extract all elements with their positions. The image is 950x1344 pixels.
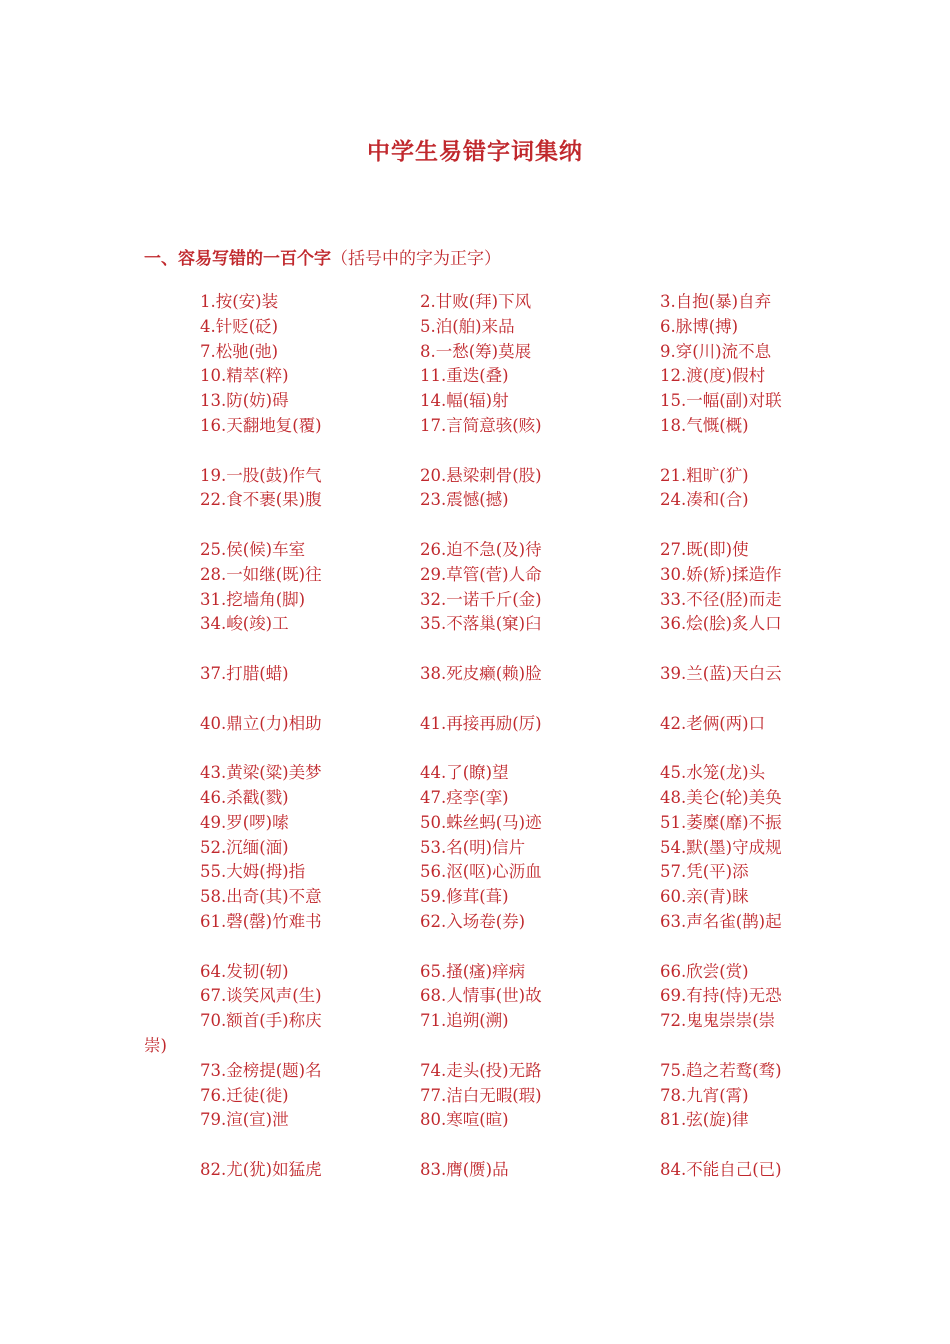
section-note: （括号中的字为正字） <box>331 249 501 269</box>
wrapped-text: 崇) <box>144 1035 167 1055</box>
word-entry: 20.悬梁刺骨(股) <box>420 465 542 485</box>
word-entry: 30.娇(矫)揉造作 <box>660 564 782 584</box>
word-entry: 50.蛛丝蚂(马)迹 <box>420 812 542 832</box>
word-entry: 28.一如继(既)往 <box>200 564 322 584</box>
word-entry: 49.罗(啰)嗦 <box>200 812 289 832</box>
word-entry: 10.精萃(粹) <box>200 366 289 386</box>
word-entry: 75.趋之若鹜(骛) <box>660 1060 782 1080</box>
word-entry: 3.自抱(暴)自弃 <box>660 292 772 311</box>
word-entry: 62.入场卷(券) <box>420 911 526 931</box>
word-entry: 14.幅(辐)射 <box>420 391 509 411</box>
word-entry: 34.峻(竣)工 <box>200 614 289 634</box>
word-entry: 61.磬(罄)竹难书 <box>200 911 322 931</box>
word-entry: 82.尤(犹)如猛虎 <box>200 1159 322 1179</box>
word-entry: 52.沉缅(湎) <box>200 837 289 857</box>
word-entry: 16.天翻地复(覆) <box>200 415 322 435</box>
word-entry: 57.凭(平)添 <box>660 862 749 882</box>
word-entry: 11.重迭(叠) <box>420 366 509 386</box>
word-entry: 74.走头(投)无路 <box>420 1060 542 1080</box>
word-entry: 53.名(明)信片 <box>420 837 526 857</box>
word-entry: 76.迁徒(徙) <box>200 1085 289 1105</box>
word-entry: 80.寒喧(暄) <box>420 1110 509 1130</box>
word-entry: 44.了(瞭)望 <box>420 763 509 783</box>
word-entry: 48.美仑(轮)美奂 <box>660 787 782 807</box>
word-entry: 25.侯(候)车室 <box>200 539 306 559</box>
word-entry: 13.防(妨)碍 <box>200 391 289 411</box>
word-entry: 21.粗旷(犷) <box>660 465 749 485</box>
word-entry: 37.打腊(蜡) <box>200 663 289 683</box>
word-entry: 31.挖墙角(脚) <box>200 589 306 609</box>
word-entry: 1.按(安)装 <box>200 292 279 311</box>
word-entry: 6.脉博(搏) <box>660 316 739 336</box>
word-entry: 73.金榜提(题)名 <box>200 1060 322 1080</box>
section-heading <box>144 244 501 269</box>
word-entry: 81.弦(旋)律 <box>660 1110 749 1130</box>
word-entry: 51.萎糜(靡)不振 <box>660 812 782 832</box>
word-entry: 29.草管(菅)人命 <box>420 564 542 584</box>
word-entry: 65.搔(瘙)痒病 <box>420 961 526 981</box>
word-entry: 63.声名雀(鹊)起 <box>660 911 782 931</box>
word-entry: 79.渲(宣)泄 <box>200 1110 289 1130</box>
word-entry: 26.迫不急(及)待 <box>420 539 542 559</box>
word-entry: 39.兰(蓝)天白云 <box>660 663 782 683</box>
word-entry: 19.一股(鼓)作气 <box>200 465 322 485</box>
word-entry: 46.杀戳(戮) <box>200 787 289 807</box>
word-entry: 27.既(即)使 <box>660 539 749 559</box>
word-entry: 72.鬼鬼崇崇(崇 <box>660 1011 776 1031</box>
word-entry: 18.气慨(概) <box>660 415 749 435</box>
word-entry: 41.再接再励(厉) <box>420 713 542 733</box>
word-entry: 2.甘败(拜)下风 <box>420 292 532 311</box>
word-entry: 36.烩(脍)炙人口 <box>660 614 782 634</box>
word-entry: 23.震憾(撼) <box>420 490 509 510</box>
word-entry: 43.黄梁(粱)美梦 <box>200 763 322 783</box>
word-entry: 71.追朔(溯) <box>420 1011 509 1031</box>
document-title: 中学生易错字词集纳 <box>367 138 583 165</box>
word-entry: 15.一幅(副)对联 <box>660 391 782 411</box>
word-entry: 5.泊(舶)来品 <box>420 316 515 336</box>
word-entry: 67.谈笑风声(生) <box>200 986 322 1006</box>
word-entry: 66.欣尝(赏) <box>660 961 749 981</box>
word-entry: 58.出奇(其)不意 <box>200 887 322 907</box>
word-entry: 56.沤(呕)心沥血 <box>420 862 542 882</box>
word-entry: 64.发韧(轫) <box>200 961 289 981</box>
word-entry: 77.洁白无暇(瑕) <box>420 1085 542 1105</box>
word-entry: 69.有持(恃)无恐 <box>660 986 782 1006</box>
word-entry: 24.凑和(合) <box>660 490 749 510</box>
word-entry: 8.一愁(筹)莫展 <box>420 341 532 361</box>
word-entry: 60.亲(青)睐 <box>660 887 749 907</box>
word-entry: 9.穿(川)流不息 <box>660 341 772 361</box>
word-entry: 59.修茸(葺) <box>420 887 509 907</box>
word-entry: 84.不能自己(已) <box>660 1159 782 1179</box>
word-entry: 38.死皮癞(赖)脸 <box>420 663 542 683</box>
word-entry: 22.食不裹(果)腹 <box>200 490 322 510</box>
word-entry: 42.老俩(两)口 <box>660 713 766 733</box>
word-entry: 47.痉孪(挛) <box>420 787 509 807</box>
word-entry: 17.言简意骇(赅) <box>420 415 542 435</box>
word-entry: 68.人情事(世)故 <box>420 986 542 1006</box>
word-entry: 7.松驰(弛) <box>200 341 279 361</box>
word-entry: 55.大姆(拇)指 <box>200 862 306 882</box>
word-entry: 40.鼎立(力)相助 <box>200 713 322 733</box>
word-entry: 33.不径(胫)而走 <box>660 589 782 609</box>
section-heading-text: 一、容易写错的一百个字 <box>144 249 331 269</box>
word-entry: 83.膺(赝)品 <box>420 1159 509 1179</box>
word-entry: 32.一诺千斤(金) <box>420 589 542 609</box>
word-entry: 12.渡(度)假村 <box>660 366 766 386</box>
word-entry: 54.默(墨)守成规 <box>660 837 782 857</box>
word-entry: 70.额首(手)称庆 <box>200 1011 322 1031</box>
word-entry: 4.针贬(砭) <box>200 316 279 336</box>
word-entry: 78.九宵(霄) <box>660 1085 749 1105</box>
word-entry: 35.不落巢(窠)臼 <box>420 614 542 634</box>
word-entry: 45.水笼(龙)头 <box>660 763 766 783</box>
